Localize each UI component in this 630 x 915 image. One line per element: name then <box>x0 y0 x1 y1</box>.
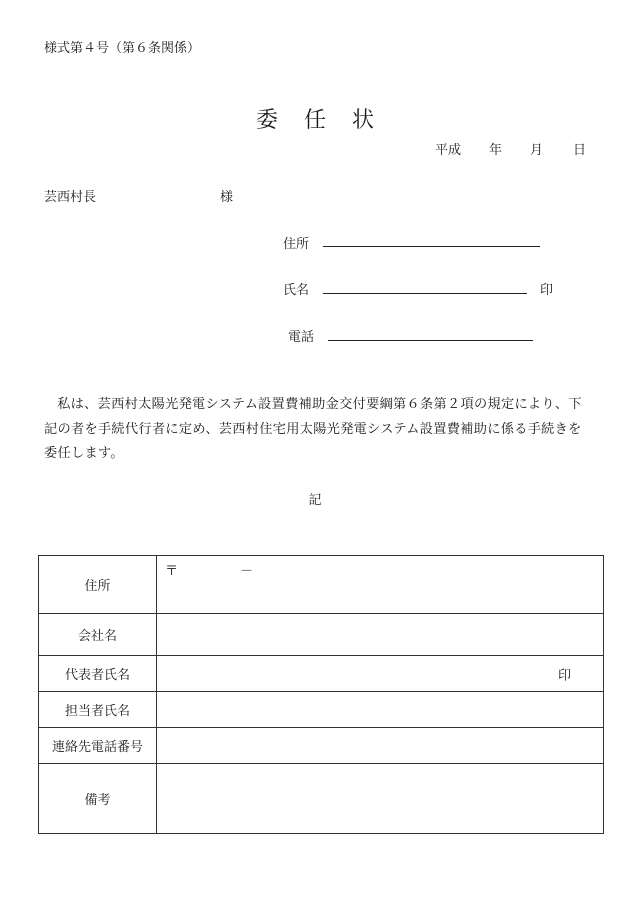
postal-code <box>165 560 253 579</box>
row-label-address: 住所 <box>39 556 157 614</box>
agent-phone-cell[interactable] <box>157 728 604 764</box>
date-year: 年 <box>488 143 502 158</box>
date-era: 平成 <box>434 143 461 158</box>
row-label-representative: 代表者氏名 <box>39 656 157 692</box>
agent-representative-cell[interactable] <box>157 656 604 692</box>
table-row-remarks <box>39 764 604 834</box>
table-row-address <box>39 556 604 614</box>
representative-seal-mark: 印 <box>557 668 571 683</box>
principal-seal-mark: 印 <box>540 283 554 298</box>
agent-info-table <box>38 555 604 834</box>
agent-address-cell[interactable] <box>157 556 604 614</box>
delegation-paragraph: 私は、芸西村太陽光発電システム設置費補助金交付要綱第６条第２項の規定により、下記の者を手続代行者に定め、芸西村住宅用太陽光発電システム設置費補助に係る手続きを委任します。 <box>44 397 582 461</box>
principal-address-label: 住所 <box>283 237 310 252</box>
postal-mark: 〒 <box>165 564 179 579</box>
postal-dash: － <box>240 564 254 579</box>
addressee-name: 芸西村長 <box>44 190 97 205</box>
date-row <box>435 139 586 158</box>
principal-phone-field[interactable] <box>328 340 533 341</box>
agent-company-cell[interactable] <box>157 614 604 656</box>
table-row-contact-person <box>39 692 604 728</box>
ki-heading: 記 <box>308 493 322 508</box>
agent-remarks-cell[interactable] <box>157 764 604 834</box>
table-row-company <box>39 614 604 656</box>
principal-name-field[interactable] <box>323 293 527 294</box>
row-label-contact-person: 担当者氏名 <box>39 692 157 728</box>
form-number: 様式第４号（第６条関係） <box>44 41 201 56</box>
row-label-company: 会社名 <box>39 614 157 656</box>
table-row-phone <box>39 728 604 764</box>
date-month: 月 <box>529 143 543 158</box>
table-row-representative <box>39 656 604 692</box>
row-label-phone: 連絡先電話番号 <box>39 728 157 764</box>
agent-contact-person-cell[interactable] <box>157 692 604 728</box>
document-title: 委任状 <box>255 108 400 133</box>
date-day: 日 <box>572 143 586 158</box>
principal-phone-label: 電話 <box>288 330 315 345</box>
principal-name-label: 氏名 <box>283 283 310 298</box>
addressee-honorific: 様 <box>220 190 234 205</box>
principal-address-field[interactable] <box>323 246 540 247</box>
row-label-remarks: 備考 <box>39 764 157 834</box>
